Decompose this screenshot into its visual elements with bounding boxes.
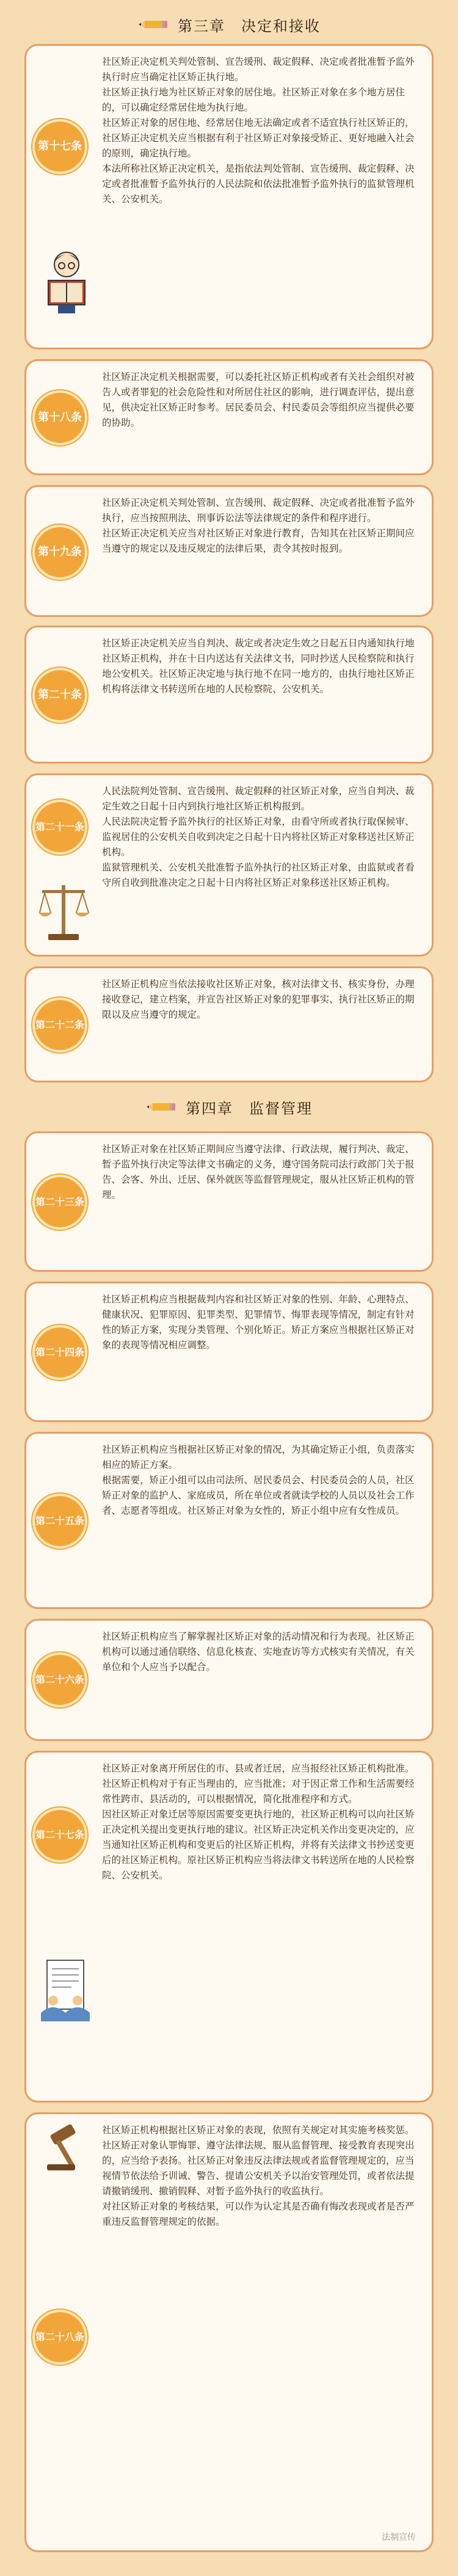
person-with-book-icon xyxy=(37,247,96,315)
article-badge: 第二十八条 xyxy=(32,2310,87,2365)
article-text: 社区矫正机构应当了解掌握社区矫正对象的活动情况和行为表现。社区矫正机构可以通过通信联络、信息化核查、实地查访等方式核实有关情况，有关单位和个人应当予以配合。 xyxy=(102,1631,415,1673)
article-text: 社区矫正机构应当根据裁判内容和社区矫正对象的性别、年龄、心理特点、健康状况、犯罪原因、犯罪类型、犯罪情节、悔罪表现等情况，制定有针对性的矫正方案，实现分类管理、个别化矫正。矫正方案应当根据社区矫正对象的表现等情况相应调整。 xyxy=(102,1294,415,1351)
scales-icon xyxy=(36,879,91,946)
article-text: 社区矫正决定机关应当自判决、裁定或者决定生效之日起五日内通知执行地社区矫正机构，并在十日内送达有关法律文书，同时抄送人民检察院和执行地公安机关。社区矫正决定地与执行地不在同一地方的，由执行地社区矫正机构将法律文书转送所在地的人民检察院、公安机关。 xyxy=(102,638,415,695)
pencil-icon xyxy=(145,1101,176,1113)
article-badge: 第十九条 xyxy=(32,525,87,580)
documents-icon xyxy=(35,1954,96,2027)
article-card xyxy=(24,44,434,349)
article-card xyxy=(24,1282,434,1422)
article-card xyxy=(24,1432,434,1609)
article-badge: 第十八条 xyxy=(32,390,87,445)
chapter-title: 第四章 监督管理 xyxy=(186,1100,313,1117)
article-badge: 第二十三条 xyxy=(32,1175,87,1230)
article-badge: 第二十六条 xyxy=(32,1652,87,1707)
article-text: 社区矫正机构应当根据社区矫正对象的情况，为其确定矫正小组，负责落实相应的矫正方案。 根据需要，矫正小组可以由司法所、居民委员会、村民委员会的人员，社区矫正对象的监护人、家庭成员，所在单位或者就读学校的人员以及社会工作者、志愿者等组成。社区矫正对象为女性的，矫正小组中应有女性成员。 xyxy=(102,1444,415,1516)
pencil-icon xyxy=(137,18,168,31)
article-card xyxy=(24,1751,434,2103)
article-card xyxy=(24,1619,434,1741)
article-text: 社区矫正对象在社区矫正期间应当遵守法律、行政法规，履行判决、裁定、暂予监外执行决定等法律文书确定的义务，遵守国务院司法行政部门关于报告、会客、外出、迁居、保外就医等监督管理规定，服从社区矫正机构的管理。 xyxy=(102,1144,415,1200)
article-badge: 第二十七条 xyxy=(32,1808,87,1863)
article-badge: 第二十一条 xyxy=(32,800,87,855)
article-text: 社区矫正决定机关判处管制、宣告缓刑、裁定假释、决定或者批准暂予监外执行时应当确定社区矫正执行地。 社区矫正执行地为社区矫正对象的居住地。社区矫正对象在多个地方居住的，可以确定经常居住地为执行地。 社区矫正对象的居住地、经常居住地无法确定或者不适宜执行社区矫正的，社区矫正决定机关应当根据有利于社区矫正对象接受矫正、更好地融入社会的原则，确定执行地。 本法所称社区矫正决定机关，是指依法判处管制、宣告缓刑、裁定假释、决定或者批准暂予监外执行的人民法院和依法批准暂予监外执行的监狱管理机关、公安机关。 xyxy=(102,56,415,205)
article-card xyxy=(24,359,434,475)
article-text: 社区矫正对象离开所居住的市、县或者迁居，应当报经社区矫正机构批准。社区矫正机构对于有正当理由的，应当批准；对于因正常工作和生活需要经常性跨市、县活动的，可以根据情况，简化批准程序和方式。 因社区矫正对象迁居等原因需要变更执行地的，社区矫正机构可以向社区矫正决定机关提出变更执行地的建议。社区矫正决定机关作出变更决定的，应当通知社区矫正机构和变更后的社区矫正机构，并将有关法律文书抄送变更后的社区矫正机构。原社区矫正机构应当将法律文书转送所在地的人民检察院、公安机关。 xyxy=(102,1763,415,1881)
article-badge: 第二十条 xyxy=(32,668,87,723)
article-text: 社区矫正机构根据社区矫正对象的表现，依照有关规定对其实施考核奖惩。社区矫正对象认罪悔罪、遵守法律法规、服从监督管理、接受教育表现突出的，应当给予表扬。社区矫正对象违反法律法规或者监督管理规定的，应当视情节依法给予训诫、警告、提请公安机关予以治安管理处罚，或者依法提请撤销缓刑、撤销假释、对暂予监外执行的收监执行。 对社区矫正对象的考核结果，可以作为认定其是否确有悔改表现或者是否严重违反监督管理规定的依据。 xyxy=(102,2125,415,2227)
article-text: 人民法院判处管制、宣告缓刑、裁定假释的社区矫正对象，应当自判决、裁定生效之日起十日内到执行地社区矫正机构报到。 人民法院决定暂予监外执行的社区矫正对象，由看守所或者执行取保候审、监视居住的公安机关自收到决定之日起十日内将社区矫正对象移送社区矫正机构。 监狱管理机关、公安机关批准暂予监外执行的社区矫正对象，由监狱或者看守所自收到批准决定之日起十日内将社区矫正对象移送社区矫正机构。 xyxy=(102,786,415,888)
watermark: 法制宣传 xyxy=(382,2533,416,2542)
chapter-title: 第三章 决定和接收 xyxy=(178,17,321,35)
article-badge: 第二十四条 xyxy=(32,1325,87,1380)
article-badge: 第二十二条 xyxy=(32,998,87,1053)
chapter-header xyxy=(0,1089,458,1125)
article-card xyxy=(24,773,434,957)
article-card xyxy=(24,966,434,1082)
chapter-header xyxy=(0,6,458,43)
article-text: 社区矫正决定机关根据需要，可以委托社区矫正机构或者有关社会组织对被告人或者罪犯的社会危险性和对所居住社区的影响，进行调查评估，提出意见，供决定社区矫正时参考。居民委员会、村民委员会等组织应当提供必要的协助。 xyxy=(102,371,415,428)
article-text: 社区矫正决定机关判处管制、宣告缓刑、裁定假释、决定或者批准暂予监外执行，应当按照刑法、刑事诉讼法等法律规定的条件和程序进行。 社区矫正决定机关应当对社区矫正对象进行教育，告知其在社区矫正期间应当遵守的规定以及违反规定的法律后果，责令其按时报到。 xyxy=(102,497,415,554)
article-card xyxy=(24,485,434,617)
article-badge: 第二十五条 xyxy=(32,1494,87,1549)
article-card xyxy=(24,1131,434,1272)
article-card xyxy=(24,626,434,764)
article-badge: 第十七条 xyxy=(32,119,87,174)
article-card xyxy=(24,2112,434,2552)
gavel-icon xyxy=(38,2120,93,2175)
article-text: 社区矫正机构应当依法接收社区矫正对象，核对法律文书、核实身份，办理接收登记，建立档案，并宣告社区矫正对象的犯罪事实、执行社区矫正的期限以及应当遵守的规定。 xyxy=(102,979,415,1020)
